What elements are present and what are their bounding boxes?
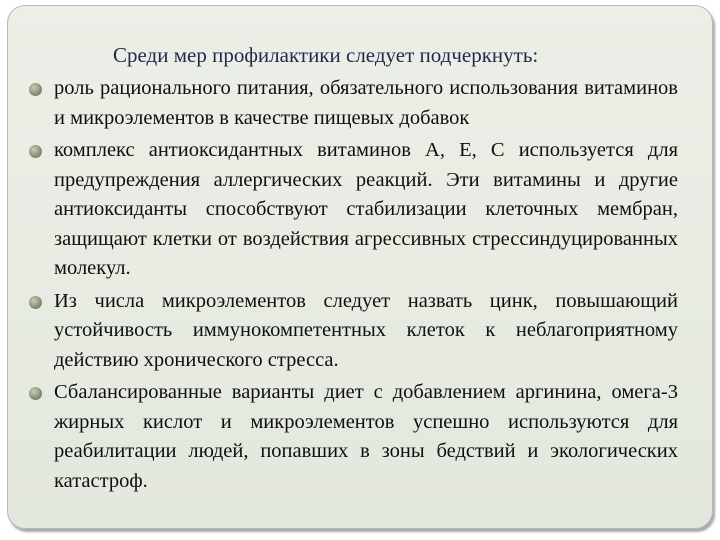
circle-bullet-icon	[29, 145, 42, 158]
bullet-list	[26, 74, 678, 496]
list-item	[26, 287, 678, 376]
circle-bullet-icon	[29, 83, 42, 96]
list-item-text: комплекс антиоксидантных витаминов А, Е, С используется для предупреждения аллергических реакций. Эти витамины и другие антиоксиданты способствуют стабилизации клеточных мембран, защищают клетки от воздействия агрессивных стрессиндуцированных молекул.	[54, 139, 678, 279]
list-item-text: Сбалансированные варианты диет с добавлением аргинина, омега-3 жирных кислот и микроэлементов успешно используются для реабилитации людей, попавших в зоны бедствий и экологических катастроф.	[54, 381, 678, 492]
list-item	[26, 378, 678, 496]
list-item	[26, 74, 678, 133]
list-item-text: Из числа микроэлементов следует назвать цинк, повышающий устойчивость иммунокомпетентных клеток к неблагоприятному действию хронического стресса.	[54, 289, 678, 371]
list-item-text: роль рационального питания, обязательного использования витаминов и микроэлементов в качестве пищевых добавок	[54, 77, 678, 129]
slide-heading: Среди мер профилактики следует подчеркнуть:	[113, 43, 539, 67]
slide-frame	[7, 5, 713, 529]
circle-bullet-icon	[29, 387, 42, 400]
list-item	[26, 136, 678, 284]
circle-bullet-icon	[29, 296, 42, 309]
